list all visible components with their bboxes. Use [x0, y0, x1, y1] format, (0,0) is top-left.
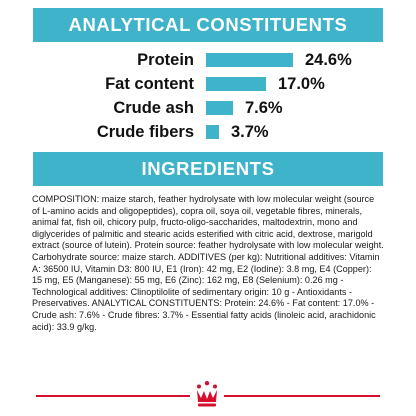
constituent-bar	[206, 125, 219, 139]
constituent-row-protein	[0, 48, 416, 72]
analytical-constituents-heading: ANALYTICAL CONSTITUENTS	[68, 14, 348, 35]
constituent-label: Protein	[137, 51, 194, 69]
constituent-value: 3.7%	[231, 123, 269, 141]
analytical-constituents-banner	[33, 8, 383, 42]
constituent-row-fat-content	[0, 72, 416, 96]
footer-divider-right	[224, 395, 380, 397]
constituent-value: 17.0%	[278, 75, 325, 93]
footer-divider-left	[36, 395, 190, 397]
ingredients-composition-text: COMPOSITION: maize starch, feather hydrolysate with low molecular weight (source of L-amino acids and oligopeptides), copra oil, soya oil, vegetable fibres, minerals, animal fat, fish oil, chicory pulp, fructo-oligo-saccharides, maltodextrin, mono and diglycerides of palmitic and stearic acids esterified with citric acid, dextrose, marigold extract (source of lutein). Protein source: feather hydrolysate with low molecular weight. Carbohydrate source: maize starch. ADDITIVES (per kg): Nutritional additives: Vitamin A: 36500 IU, Vitamin D3: 800 IU, E1 (Iron): 42 mg, E2 (Iodine): 3.8 mg, E4 (Copper): 15 mg, E5 (Manganese): 55 mg, E6 (Zinc): 162 mg, E8 (Selenium): 0.26 mg - Technological additives: Clinoptilolite of sedimentary origin: 10 g - Antioxidants - Preservatives. ANALYTICAL CONSTITUENTS: Protein: 24.6% - Fat content: 17.0% - Crude ash: 7.6% - Crude fibres: 3.7% - Essential fatty acids (linoleic acid, arachidonic acid): 33.9 g/kg.	[32, 194, 384, 332]
constituent-bar	[206, 53, 293, 67]
royal-crown-icon	[194, 380, 220, 410]
constituent-bar	[206, 77, 266, 91]
constituent-label: Crude fibers	[96, 123, 194, 141]
ingredients-heading: INGREDIENTS	[141, 158, 275, 179]
ingredients-banner	[33, 152, 383, 186]
constituent-row-crude-ash	[0, 96, 416, 120]
constituent-value: 24.6%	[305, 51, 352, 69]
constituent-label: Fat content	[105, 75, 194, 93]
footer	[0, 372, 416, 416]
constituent-value: 7.6%	[245, 99, 283, 117]
constituent-label: Crude ash	[113, 99, 194, 117]
constituent-row-crude-fibers	[0, 120, 416, 144]
constituent-bar	[206, 101, 233, 115]
